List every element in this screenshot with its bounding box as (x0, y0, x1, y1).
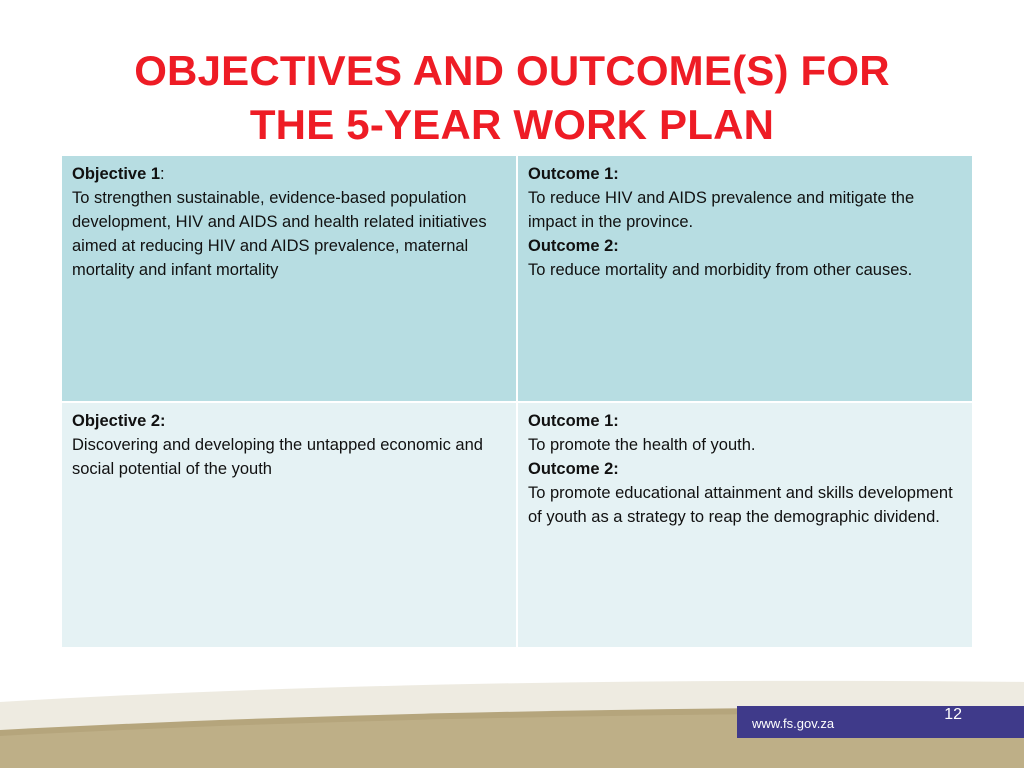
outcome-label: Outcome 2: (528, 237, 619, 255)
outcome-text: To promote educational attainment and skills development of youth as a strategy to reap the demographic dividend. (528, 484, 953, 526)
objectives-outcomes-table (60, 154, 974, 649)
outcome-label: Outcome 2: (528, 460, 619, 478)
footer-decoration (0, 672, 1024, 768)
slide-title-line-1: OBJECTIVES AND OUTCOME(S) FOR (134, 47, 890, 94)
objective-cell (61, 155, 517, 402)
outcome-text: To promote the health of youth. (528, 436, 756, 454)
objective-text: Discovering and developing the untapped economic and social potential of the youth (72, 436, 483, 478)
page-number: 12 (944, 706, 962, 723)
website-url[interactable]: www.fs.gov.za (752, 716, 835, 731)
objective-cell (61, 402, 517, 648)
objective-label: Objective 2: (72, 412, 166, 430)
objective-label: Objective 1: (72, 165, 165, 183)
outcome-text: To reduce mortality and morbidity from other causes. (528, 261, 913, 279)
slide-title (0, 44, 1024, 152)
outcome-cell (517, 155, 973, 402)
slide-title-line-2: THE 5-YEAR WORK PLAN (249, 101, 775, 148)
outcome-label: Outcome 1: (528, 165, 619, 183)
table-row (61, 155, 973, 402)
objective-text: To strengthen sustainable, evidence-based population development, HIV and AIDS and health related initiatives aimed at reducing HIV and AIDS prevalence, maternal mortality and infant mortality (72, 189, 487, 279)
outcome-cell (517, 402, 973, 648)
outcome-label: Outcome 1: (528, 412, 619, 430)
outcome-text: To reduce HIV and AIDS prevalence and mitigate the impact in the province. (528, 189, 915, 231)
table-row (61, 402, 973, 648)
